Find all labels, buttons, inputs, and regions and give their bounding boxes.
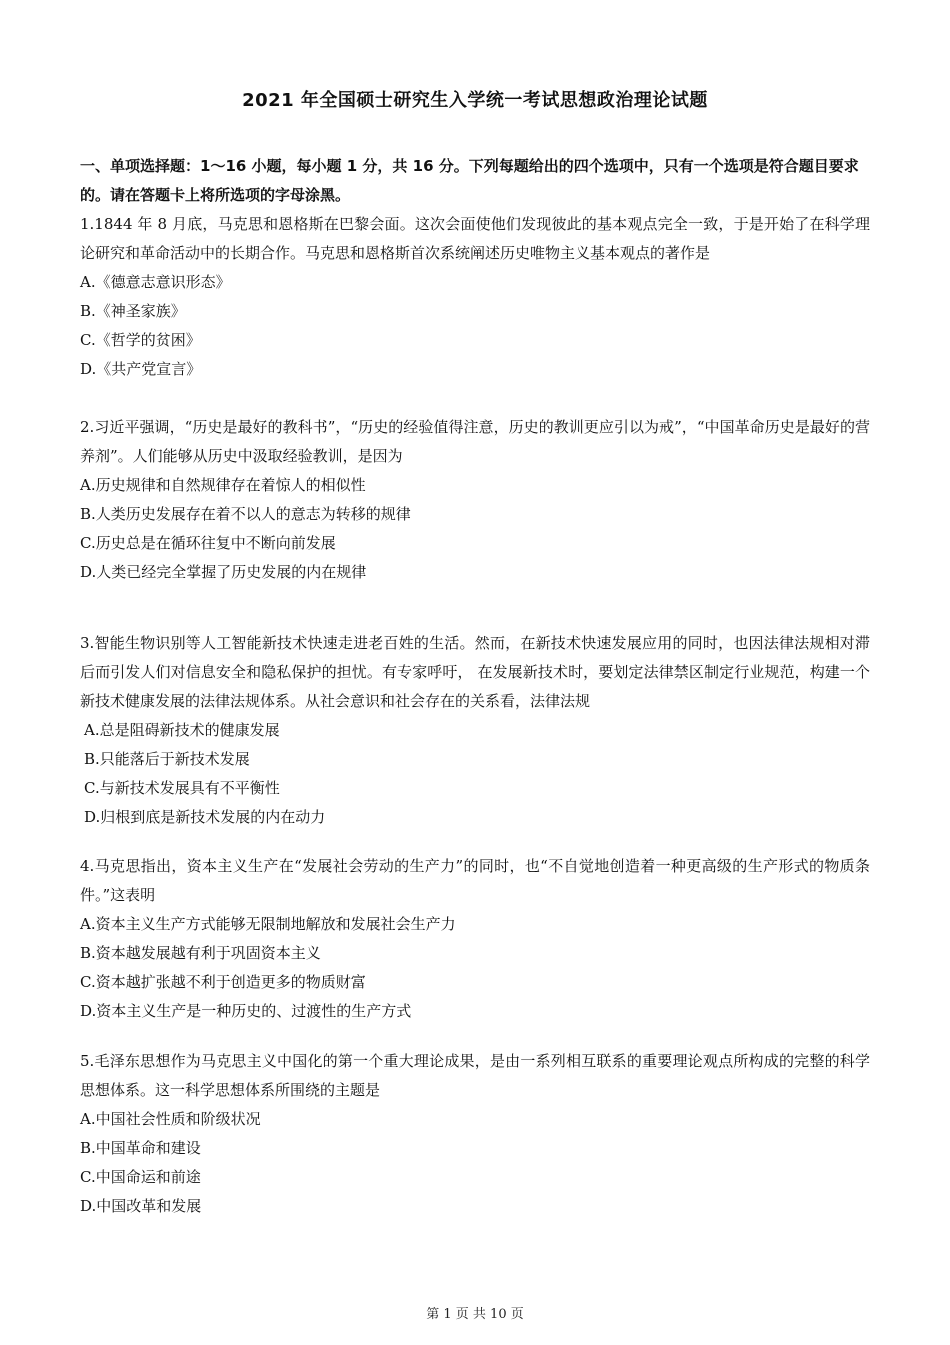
- option-a: A.《德意志意识形态》: [80, 273, 231, 291]
- page-number: 第 1 页 共 10 页: [426, 1307, 524, 1322]
- option-b: B.中国革命和建设: [80, 1139, 201, 1157]
- option-c: C.《哲学的贫困》: [80, 331, 201, 349]
- question-1: [80, 210, 870, 384]
- option-d: D.《共产党宣言》: [80, 360, 202, 378]
- option-d: D.中国改革和发展: [80, 1197, 202, 1215]
- option-c: C.资本越扩张越不利于创造更多的物质财富: [80, 973, 366, 991]
- option-c: C.与新技术发展具有不平衡性: [84, 779, 280, 797]
- option-b: B.《神圣家族》: [80, 302, 186, 320]
- question-2: [80, 413, 870, 587]
- option-d: D.归根到底是新技术发展的内在动力: [84, 808, 326, 826]
- option-a: A.中国社会性质和阶级状况: [80, 1110, 261, 1128]
- option-b: B.人类历史发展存在着不以人的意志为转移的规律: [80, 505, 411, 523]
- question-stem: 5.毛泽东思想作为马克思主义中国化的第一个重大理论成果，是由一系列相互联系的重要理论观点所构成的完整的科学思想体系。这一科学思想体系所围绕的主题是: [80, 1052, 870, 1099]
- question-stem: 4.马克思指出，资本主义生产在“发展社会劳动的生产力”的同时，也“不自觉地创造着一种更高级的生产形式的物质条件。”这表明: [80, 857, 870, 904]
- option-c: C.历史总是在循环往复中不断向前发展: [80, 534, 336, 552]
- option-d: D.资本主义生产是一种历史的、过渡性的生产方式: [80, 1002, 412, 1020]
- option-a: A.历史规律和自然规律存在着惊人的相似性: [80, 476, 366, 494]
- question-stem: 1.1844 年 8 月底，马克思和恩格斯在巴黎会面。这次会面使他们发现彼此的基本观点完全一致，于是开始了在科学理论研究和革命活动中的长期合作。马克思和恩格斯首次系统阐述历史唯物主义基本观点的著作是: [80, 215, 870, 262]
- question-5: [80, 1047, 870, 1221]
- question-4: [80, 852, 870, 1026]
- page-title: 2021 年全国硕士研究生入学统一考试思想政治理论试题: [242, 90, 708, 111]
- question-stem: 2.习近平强调，“历史是最好的教科书”，“历史的经验值得注意，历史的教训更应引以为戒”，“中国革命历史是最好的营养剂”。人们能够从历史中汲取经验教训，是因为: [80, 418, 870, 465]
- option-c: C.中国命运和前途: [80, 1168, 201, 1186]
- section-heading: 一、单项选择题：1～16 小题，每小题 1 分，共 16 分。下列每题给出的四个选项中，只有一个选项是符合题目要求的。请在答题卡上将所选项的字母涂黑。: [80, 157, 859, 204]
- question-stem: 3.智能生物识别等人工智能新技术快速走进老百姓的生活。然而，在新技术快速发展应用的同时，也因法律法规相对滞后而引发人们对信息安全和隐私保护的担忧。有专家呼吁， 在发展新技术时，要划定法律禁区制定行业规范，构建一个新技术健康发展的法律法规体系。从社会意识和社会存在的关系看，法律法规: [80, 634, 870, 710]
- option-b: B.只能落后于新技术发展: [84, 750, 250, 768]
- option-d: D.人类已经完全掌握了历史发展的内在规律: [80, 563, 367, 581]
- option-a: A.资本主义生产方式能够无限制地解放和发展社会生产力: [80, 915, 456, 933]
- option-a: A.总是阻碍新技术的健康发展: [84, 721, 280, 739]
- question-3: [80, 629, 870, 832]
- option-b: B.资本越发展越有利于巩固资本主义: [80, 944, 321, 962]
